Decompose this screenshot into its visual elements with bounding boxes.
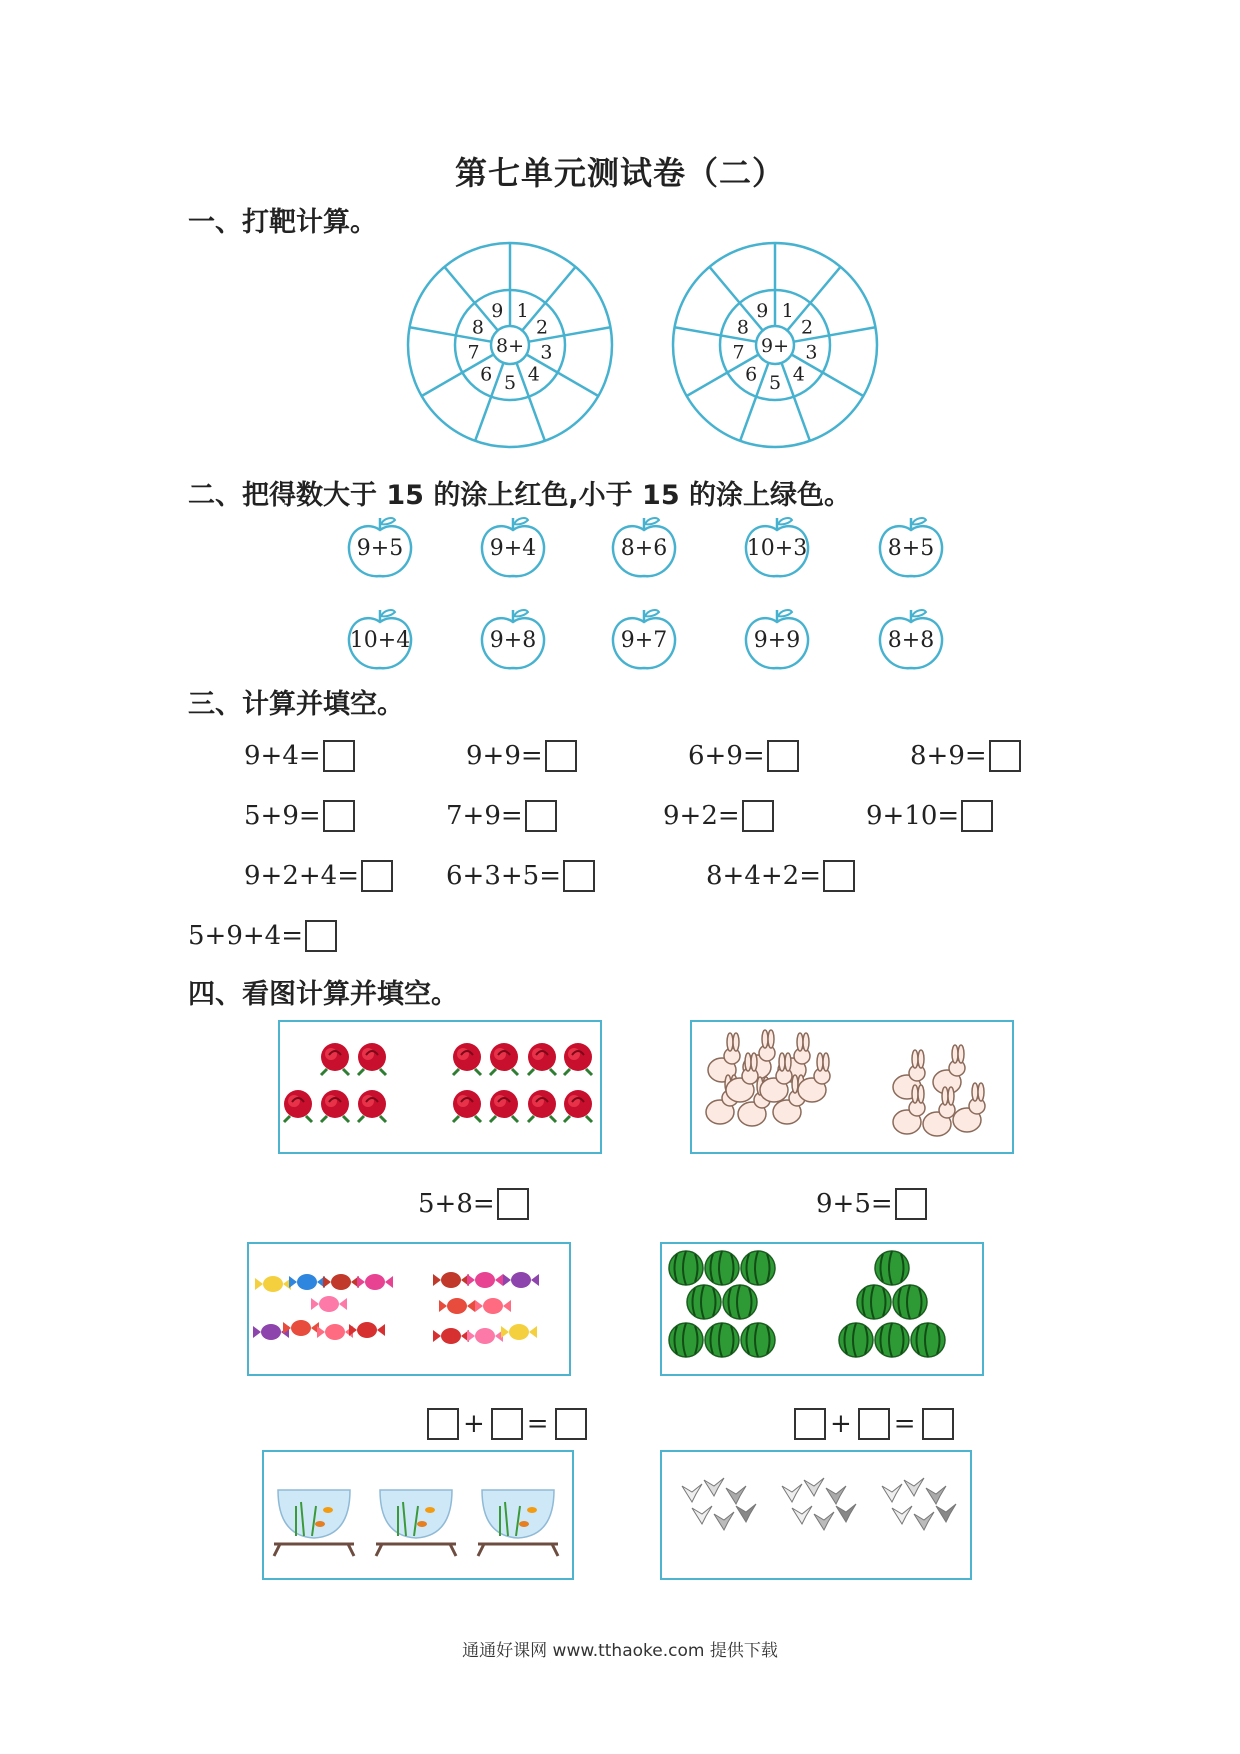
page-title: 第七单元测试卷（二） [454, 154, 785, 192]
apple-item[interactable] [478, 514, 548, 580]
apple-item[interactable] [742, 514, 812, 580]
bird-icon [682, 1484, 702, 1502]
rose-icon [321, 1090, 349, 1122]
candy-icon [467, 1272, 503, 1288]
wheel-number: 6 [745, 363, 758, 386]
candy-icon [289, 1274, 325, 1290]
rose-icon [528, 1090, 556, 1122]
candy-icon [317, 1324, 353, 1340]
birds-illustration [662, 1452, 970, 1578]
fishbowl-picture [262, 1450, 574, 1580]
candy-illustration [249, 1244, 569, 1374]
outer-spoke [740, 397, 756, 441]
rose-icon [453, 1043, 481, 1075]
calc-item: 6+3+5= [446, 860, 595, 892]
footer: 通通好课网 www.tthaoke.com 提供下载 [462, 1641, 778, 1661]
outer-spoke [794, 397, 810, 441]
watermelon-icon [687, 1285, 721, 1319]
watermelon-icon [723, 1285, 757, 1319]
candy-icon [433, 1328, 469, 1344]
wheel-number: 5 [503, 372, 517, 394]
wheel-number: 9 [491, 300, 504, 323]
rose-icon [453, 1090, 481, 1122]
calc-item: 9+4= [244, 740, 355, 772]
outer-spoke [810, 267, 840, 303]
watermelon-icon [705, 1251, 739, 1285]
watermelon-icon [911, 1323, 945, 1357]
bird-icon [936, 1504, 956, 1522]
watermelon-icon [669, 1323, 703, 1357]
section-3-heading: 三、计算并填空。 [188, 689, 404, 720]
watermelon-icon [741, 1323, 775, 1357]
apple-item[interactable] [345, 514, 415, 580]
section-1-heading: 一、打靶计算。 [188, 207, 377, 238]
answer-box[interactable] [427, 1408, 459, 1440]
apple-item[interactable] [876, 606, 946, 672]
answer-box[interactable] [794, 1408, 826, 1440]
watermelon-picture [660, 1242, 984, 1376]
section-2-heading: 二、把得数大于 15 的涂上红色,小于 15 的涂上绿色。 [188, 480, 852, 511]
rose-icon [358, 1090, 386, 1122]
outer-spoke [545, 267, 575, 303]
bird-icon [736, 1504, 756, 1522]
outer-spoke [829, 327, 875, 335]
outer-spoke [410, 327, 456, 335]
candy-icon [433, 1272, 469, 1288]
candy-equation: + = [425, 1408, 587, 1440]
watermelon-icon [669, 1251, 703, 1285]
wheel-number: 4 [792, 363, 805, 386]
calc-item: 6+9= [688, 740, 799, 772]
bird-icon [814, 1512, 834, 1530]
answer-box[interactable] [361, 860, 393, 892]
wheel-number: 1 [516, 300, 529, 323]
calc-item: 5+9+4= [188, 920, 337, 952]
rose-icon [490, 1090, 518, 1122]
answer-box[interactable] [323, 800, 355, 832]
wheel-number: 4 [527, 363, 540, 386]
wheel-number: 9 [756, 300, 769, 323]
roses-equation: 5+8= [418, 1188, 529, 1220]
watermelon-icon [741, 1251, 775, 1285]
candy-icon [311, 1296, 347, 1312]
answer-box[interactable] [305, 920, 337, 952]
watermelon-icon [705, 1323, 739, 1357]
outer-spoke [529, 397, 545, 441]
fishbowl-icon [376, 1490, 456, 1556]
apple-expression: 9+7 [620, 628, 668, 653]
answer-box[interactable] [525, 800, 557, 832]
wheel-number: 7 [732, 341, 745, 364]
watermelon-icon [875, 1251, 909, 1285]
fishbowl-icon [478, 1490, 558, 1556]
rabbit-icon [933, 1045, 965, 1094]
candy-icon [475, 1298, 511, 1314]
bird-icon [836, 1504, 856, 1522]
apple-expression: 9+8 [489, 628, 537, 653]
melon-equation: + = [792, 1408, 954, 1440]
apple-expression: 9+4 [489, 536, 537, 561]
answer-box[interactable] [742, 800, 774, 832]
answer-box[interactable] [563, 860, 595, 892]
wheel-center-label: 9+ [760, 335, 790, 357]
watermelon-illustration [662, 1244, 982, 1374]
answer-box[interactable] [922, 1408, 954, 1440]
answer-box[interactable] [858, 1408, 890, 1440]
outer-spoke [675, 327, 721, 335]
rose-icon [284, 1090, 312, 1122]
apple-item[interactable] [609, 514, 679, 580]
apple-item[interactable] [478, 606, 548, 672]
apple-expression: 8+6 [620, 536, 668, 561]
rose-icon [321, 1043, 349, 1075]
answer-box[interactable] [545, 740, 577, 772]
apple-expression: 8+8 [887, 628, 935, 653]
calc-item: 7+9= [446, 800, 557, 832]
bird-icon [892, 1506, 912, 1524]
outer-spoke [558, 373, 599, 397]
wheel-number: 3 [540, 341, 553, 364]
apple-item[interactable] [345, 606, 415, 672]
candy-picture [247, 1242, 571, 1376]
bird-icon [782, 1484, 802, 1502]
bird-icon [714, 1512, 734, 1530]
candy-icon [349, 1322, 385, 1338]
roses-illustration [280, 1022, 600, 1152]
outer-spoke [823, 373, 864, 397]
calc-item: 9+2= [663, 800, 774, 832]
wheel-number: 6 [480, 363, 493, 386]
rose-icon [564, 1043, 592, 1075]
calc-item: 8+4+2= [706, 860, 855, 892]
fishbowl-illustration [264, 1452, 572, 1578]
calc-item: 8+9= [910, 740, 1021, 772]
outer-spoke [709, 267, 739, 303]
section-4-heading: 四、看图计算并填空。 [188, 979, 458, 1010]
answer-box[interactable] [497, 1188, 529, 1220]
outer-spoke [475, 397, 491, 441]
bird-icon [926, 1486, 946, 1504]
answer-box[interactable] [989, 740, 1021, 772]
bird-icon [726, 1486, 746, 1504]
apple-item[interactable] [876, 514, 946, 580]
answer-box[interactable] [767, 740, 799, 772]
candy-icon [255, 1276, 291, 1292]
bird-icon [804, 1478, 824, 1496]
wheel-number: 1 [781, 300, 794, 323]
rabbits-illustration [692, 1022, 1012, 1152]
bird-icon [826, 1486, 846, 1504]
apple-expression: 10+3 [746, 536, 808, 561]
target-wheel-9 [670, 240, 880, 450]
wheel-number: 2 [535, 316, 549, 339]
bird-icon [914, 1512, 934, 1530]
calc-item: 9+10= [866, 800, 993, 832]
apple-expression: 10+4 [349, 628, 411, 653]
watermelon-icon [893, 1285, 927, 1319]
answer-box[interactable] [823, 860, 855, 892]
bird-icon [704, 1478, 724, 1496]
outer-spoke [444, 267, 474, 303]
bird-icon [882, 1484, 902, 1502]
wheel-number: 5 [768, 372, 782, 394]
candy-icon [323, 1274, 359, 1290]
rabbits-equation: 9+5= [816, 1188, 927, 1220]
calc-item: 9+2+4= [244, 860, 393, 892]
candy-icon [501, 1324, 537, 1340]
birds-picture [660, 1450, 972, 1580]
inner-spoke [491, 363, 503, 397]
wheel-number: 7 [467, 341, 480, 364]
wheel-center-label: 8+ [495, 335, 525, 357]
watermelon-icon [875, 1323, 909, 1357]
candy-icon [467, 1328, 503, 1344]
candy-icon [503, 1272, 539, 1288]
answer-box[interactable] [491, 1408, 523, 1440]
apple-item[interactable] [742, 606, 812, 672]
outer-spoke [422, 373, 463, 397]
wheel-number: 3 [805, 341, 818, 364]
outer-spoke [564, 327, 610, 335]
answer-box[interactable] [323, 740, 355, 772]
answer-box[interactable] [961, 800, 993, 832]
bird-icon [904, 1478, 924, 1496]
rose-icon [564, 1090, 592, 1122]
rose-icon [528, 1043, 556, 1075]
watermelon-icon [857, 1285, 891, 1319]
apple-expression: 9+9 [753, 628, 801, 653]
outer-spoke [687, 373, 728, 397]
apple-expression: 8+5 [887, 536, 935, 561]
answer-box[interactable] [895, 1188, 927, 1220]
calc-item: 9+9= [466, 740, 577, 772]
rabbit-icon [923, 1087, 955, 1136]
candy-icon [357, 1274, 393, 1290]
rabbits-picture [690, 1020, 1014, 1154]
target-wheel-8 [405, 240, 615, 450]
apple-item[interactable] [609, 606, 679, 672]
wheel-number: 8 [471, 316, 485, 339]
watermelon-icon [839, 1323, 873, 1357]
wheel-number: 2 [800, 316, 814, 339]
inner-spoke [756, 363, 768, 397]
calc-item: 5+9= [244, 800, 355, 832]
rose-icon [490, 1043, 518, 1075]
rose-icon [358, 1043, 386, 1075]
candy-icon [439, 1298, 475, 1314]
bird-icon [792, 1506, 812, 1524]
roses-picture [278, 1020, 602, 1154]
answer-box[interactable] [555, 1408, 587, 1440]
bird-icon [692, 1506, 712, 1524]
fishbowl-icon [274, 1490, 354, 1556]
apple-expression: 9+5 [356, 536, 404, 561]
wheel-number: 8 [736, 316, 750, 339]
